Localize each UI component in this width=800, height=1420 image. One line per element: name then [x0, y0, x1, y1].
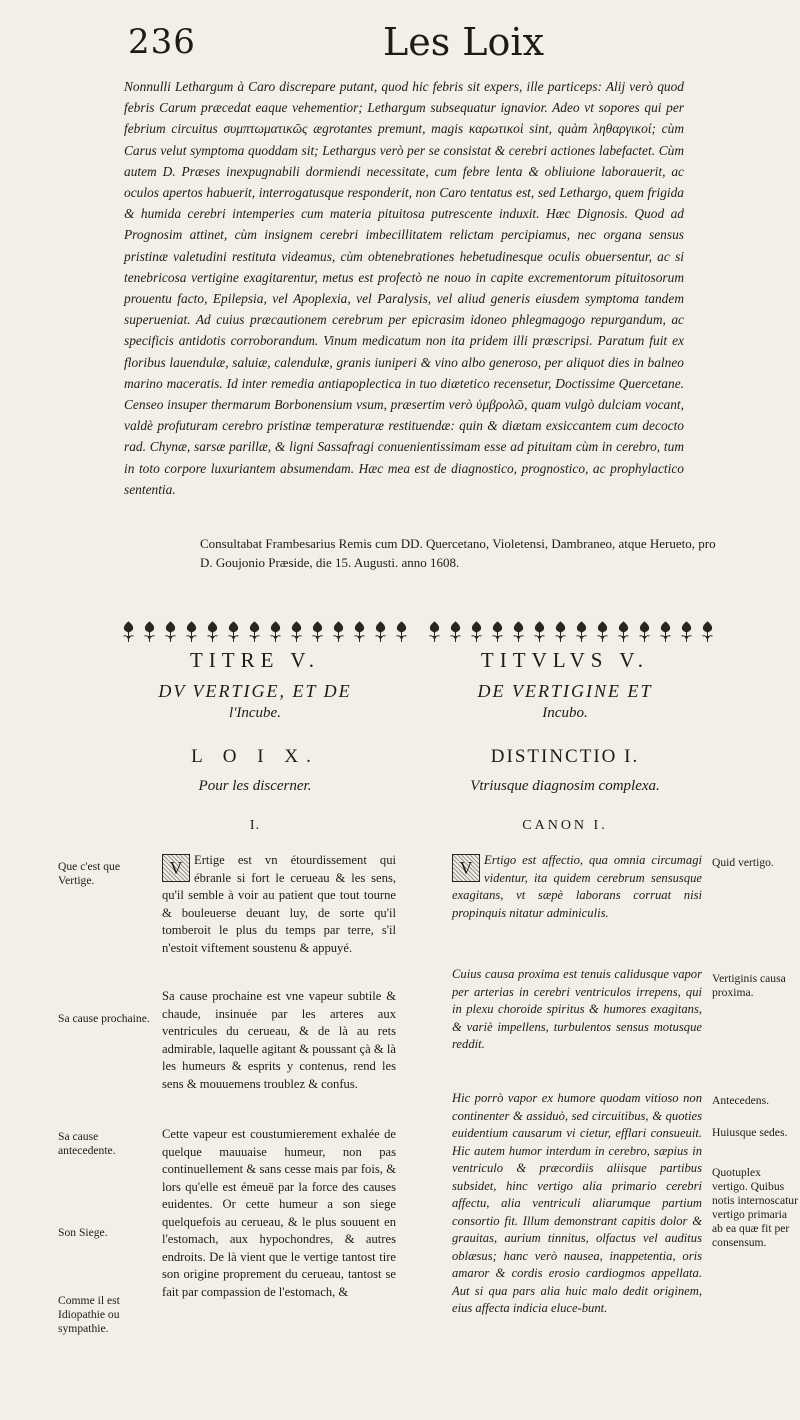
fleuron-icon	[183, 621, 200, 643]
french-text: Sa cause prochaine est vne vapeur subtile & chaude, insinuée par les arteres aux ventricules du cerueau, & de là au rets admirable, laquelle agitant & poussant çà & là les humeurs & esprits y contenus, rend les sens & mouuemens troublez & confus.	[162, 989, 396, 1091]
french-text: Cette vapeur est coustumierement exhalée de quelque mauuaise humeur, non pas continuellement & sans cesse mais par fois, & lors qu'elle est émeuë par la force des causes euidentes. Or cette humeur a son siege quelquefois au cerueau, & le plus souuent en l'estomach, aux hypochondres, & autres endroits. De là vient que le vertige tantost tire son origine proprement du cerueau, tantost se fait par compassion de l'estomach, &	[162, 1127, 396, 1299]
decorated-initial: V	[162, 854, 190, 882]
loix-heading: L O I X.	[191, 746, 319, 767]
margin-note-right: Quotuplex vertigo. Quibus notis internoscatur vertigo primaria ab ea quæ fit per consensum.	[712, 1166, 798, 1249]
fleuron-icon	[615, 621, 632, 643]
fleuron-icon	[489, 621, 506, 643]
latin-paragraph-1	[452, 852, 702, 922]
margin-note-left: Que c'est que Vertige.	[58, 860, 120, 887]
fleuron-icon	[288, 621, 305, 643]
french-subtitle-line1: DV VERTIGE, ET DE	[158, 681, 352, 701]
fleuron-icon	[594, 621, 611, 643]
french-subtitle-line2: l'Incube.	[229, 705, 281, 721]
fleuron-icon	[330, 621, 347, 643]
fleuron-icon	[309, 621, 326, 643]
margin-note-right: Vertiginis causa proxima.	[712, 972, 786, 999]
latin-paragraph-2	[452, 966, 702, 1054]
page-header	[128, 14, 688, 70]
margin-note-right: Huiusque sedes.	[712, 1126, 788, 1139]
diagnosim-heading: Vtriusque diagnosim complexa.	[470, 778, 660, 794]
fleuron-icon	[447, 621, 464, 643]
ornament-band-left	[120, 618, 410, 646]
margin-note-left: Son Siege.	[58, 1226, 108, 1239]
fleuron-icon	[678, 621, 695, 643]
ornament-band-right	[426, 618, 716, 646]
margin-note-left: Comme il est Idiopathie ou sympathie.	[58, 1294, 120, 1335]
fleuron-icon	[120, 621, 137, 643]
fleuron-icon	[162, 621, 179, 643]
latin-text: Ertigo est affectio, qua omnia circumagi videntur, ita quidem cerebrum sensusque exagitans, vt sæpè laborans corruat nisi propinquis nitatur adminiculis.	[452, 853, 702, 920]
fleuron-icon	[351, 621, 368, 643]
pour-heading: Pour les discerner.	[198, 778, 312, 794]
fleuron-icon	[141, 621, 158, 643]
fleuron-icon	[636, 621, 653, 643]
french-paragraph-1	[162, 852, 396, 957]
latin-subtitle-line2: Incubo.	[542, 705, 588, 721]
page-number: 236	[128, 22, 196, 62]
french-paragraph-3	[162, 1126, 396, 1301]
loi-number: I.	[249, 818, 261, 833]
canon-heading: CANON I.	[522, 818, 608, 833]
fleuron-icon	[426, 621, 443, 643]
latin-text: Cuius causa proxima est tenuis calidusque vapor per arterias in cerebri ventriculos irrepens, qui in plexu choroide spiritus & humores exagitans, & variè impellens, turbulentos sensus motusque reddit.	[452, 967, 702, 1051]
distinctio-heading: DISTINCTIO I.	[490, 746, 640, 767]
fleuron-icon	[246, 621, 263, 643]
french-title-heading: TITRE V.	[189, 648, 321, 672]
fleuron-icon	[225, 621, 242, 643]
latin-paragraph-3	[452, 1090, 702, 1318]
fleuron-icon	[573, 621, 590, 643]
fleuron-icon	[552, 621, 569, 643]
decorated-initial: V	[452, 854, 480, 882]
latin-title-heading: TITVLVS V.	[480, 648, 650, 672]
latin-subtitle	[410, 680, 720, 724]
french-subtitle	[100, 680, 410, 724]
consultation-note: Consultabat Frambesarius Remis cum DD. Quercetano, Violetensi, Dambraneo, atque Herueto, pro D. Goujonio Præside, die 15. Augusti. anno 1608.	[200, 536, 716, 570]
latin-paragraph: Nonnulli Lethargum à Caro discrepare putant, quod hic febris sit expers, ille particeps: Alij verò quod febris Carum præcedat eaque vehementior; Lethargum subsequatur ignavior. Adeo vt sopores qui per febrium circuitus συμπτωματικῶς ægrotantes premunt, magis καρωτικοὶ sint, quàm ληθαργικοί; cùm Carus velut symptoma quoddam sit; Lethargus verò per se consistat & cerebri actiones labefactet. Cùm autem D. Præses inexpugnabili dormiendi necessitate, cum febre lenta & obliuione laborauerit, ac oculos apertos habuerit, interrogatusque responderit, non Caro tentatus est, sed Lethargo, quem frigida & humida cerebri intemperies cum materia pituitosa putrescente induxit. Hæc Dignosis. Quod ad Prognosim attinet, cùm insignem cerebri imbecillitatem relictam percipiamus, nec organa sensus pristinæ valetudini restituta videamus, cùm obtenebrationes hebetudinesque oculis obuersentur, ac si tenebricosa vertigine exagitarentur, metus est profectò ne nouo in capite excrementorum pituitosorum prouentu facto, Epilepsia, vel Apoplexia, vel Paralysis, vel aliud generis eiusdem symptoma tandem superueniat. Ad cuius præcautionem cerebrum per epicrasim idoneo phlegmagogo repurgandum, ac specificis antidotis corroborandum. Vinum medicatum non ita pridem illi præscripsi. Paratum fuit ex floribus lauendulæ, saluiæ, calendulæ, granis iuniperi & vino albo generoso, per aliquot dies in balneo marino maceratis. Id inter remedia antiapoplectica in tuo diætetico recensetur, Doctissime Quercetane. Censeo insuper thermarum Borbonensium vsum, præsertim verò ὑμβρολῶ, quam vulgò dulciam vocant, valdè profuturam cerebro pristinæ temperaturæ restituendæ: quin & diætam exsiccantem cum decocto rad. Chynæ, sarsæ parillæ, & ligni Sassafragi conuenientissimam esse ad pituitam cùm in cerebro, tum in toto corpore luxuriantem absumendam. Hæc mea est de diagnostico, prognostico, ac prophylactico sententia.	[124, 79, 684, 497]
margin-note-right: Antecedens.	[712, 1094, 769, 1107]
latin-subtitle-line1: DE VERTIGINE ET	[477, 681, 653, 701]
margin-note-right: Quid vertigo.	[712, 856, 774, 869]
fleuron-icon	[531, 621, 548, 643]
margin-note-left: Sa cause prochaine.	[58, 1012, 150, 1025]
fleuron-icon	[372, 621, 389, 643]
fleuron-icon	[510, 621, 527, 643]
latin-consultation-text	[124, 76, 684, 500]
fleuron-icon	[204, 621, 221, 643]
fleuron-icon	[657, 621, 674, 643]
fleuron-icon	[468, 621, 485, 643]
fleuron-icon	[393, 621, 410, 643]
french-paragraph-2	[162, 988, 396, 1093]
french-text: Ertige est vn étourdissement qui ébranle si fort le cerueau & les sens, qu'il semble à voir au patient que tout tourne & bouleuerse deuant luy, de sorte qu'il tomberoit le plus du temps par terre, s'il n'estoit viftement soustenu & appuyé.	[162, 853, 396, 955]
latin-text: Hic porrò vapor ex humore quodam vitioso non continenter & assiduò, sed circuitibus, & quoties euidentium causarum vi cietur, efflari consueuit. Hic autem humor interdum in cerebro, sæpius in ventriculo & præcordiis aliisque partibus subsidet, hinc vertigo alia primario cerebri affectu, alia ventriculi aliarumque partium consortio fit. Illum demonstrant capitis dolor & grauitas, aurium tinnitus, olfactus vel auditus oblæsus; hanc verò nausea, inappetentia, oris amaror & cordis erosio cardiogmos appellata. Aut si qua pars alia huic malo dedit originem, eius affecta indicia eluce-bunt.	[452, 1091, 702, 1315]
fleuron-icon	[267, 621, 284, 643]
fleuron-icon	[699, 621, 716, 643]
running-title: Les Loix	[383, 20, 544, 64]
margin-note-left: Sa cause antecedente.	[58, 1130, 116, 1157]
